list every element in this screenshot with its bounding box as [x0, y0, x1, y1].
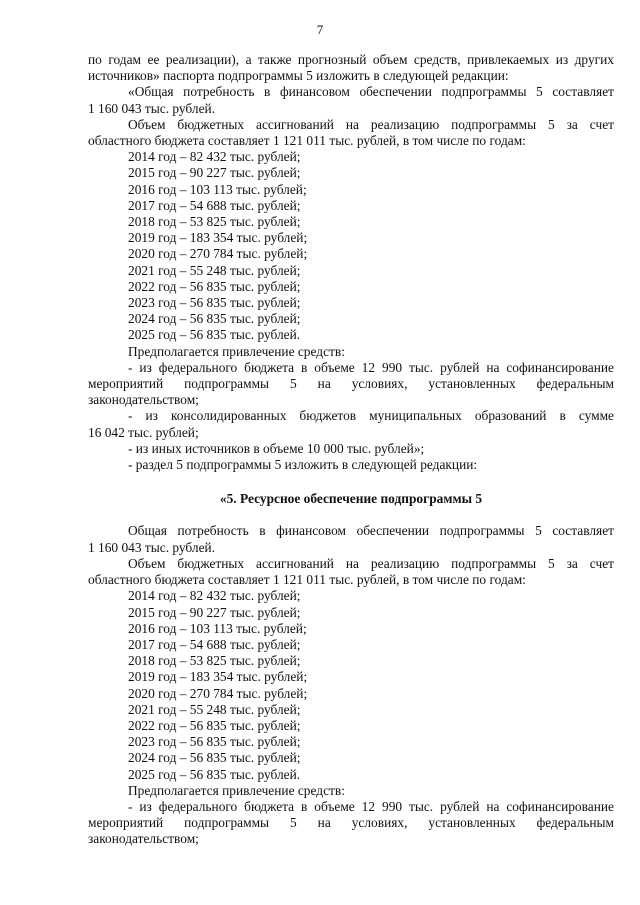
- year-item: 2022 год – 56 835 тыс. рублей;: [128, 278, 301, 294]
- year-item: 2024 год – 56 835 тыс. рублей;: [128, 311, 301, 327]
- block1-municipal-line-2: 16 042 тыс. рублей;: [88, 424, 199, 440]
- year-item: 2016 год – 103 113 тыс. рублей;: [128, 620, 307, 636]
- block2-total-line-2: 1 160 043 тыс. рублей.: [88, 539, 216, 555]
- year-item: 2019 год – 183 354 тыс. рублей;: [128, 669, 308, 685]
- document-body: [88, 52, 614, 848]
- block1-federal-line-1: - из федерального бюджета в объеме 12 990 тыс. рублей на софинансирование: [128, 359, 614, 375]
- year-item: 2022 год – 56 835 тыс. рублей;: [128, 717, 301, 733]
- block2-assign-line-1: Объем бюджетных ассигнований на реализацию подпрограммы 5 за счет: [128, 555, 614, 571]
- block1-total-line-2: 1 160 043 тыс. рублей.: [88, 100, 216, 116]
- year-item: 2015 год – 90 227 тыс. рублей;: [128, 165, 301, 181]
- year-item: 2024 год – 56 835 тыс. рублей;: [128, 750, 301, 766]
- intro-line-2: источников» паспорта подпрограммы 5 изложить в следующей редакции:: [88, 68, 509, 84]
- year-item: 2021 год – 55 248 тыс. рублей;: [128, 701, 301, 717]
- block2-assign-line-2: областного бюджета составляет 1 121 011 тыс. рублей, в том числе по годам:: [88, 572, 526, 588]
- year-item: 2019 год – 183 354 тыс. рублей;: [128, 230, 308, 246]
- year-item: 2014 год – 82 432 тыс. рублей;: [128, 588, 301, 604]
- year-item: 2018 год – 53 825 тыс. рублей;: [128, 653, 301, 669]
- year-item: 2020 год – 270 784 тыс. рублей;: [128, 246, 308, 262]
- block2-federal-line-3: законодательством;: [88, 831, 199, 847]
- block1-attract: Предполагается привлечение средств:: [128, 343, 345, 359]
- year-item: 2015 год – 90 227 тыс. рублей;: [128, 604, 301, 620]
- block1-section-instruction: - раздел 5 подпрограммы 5 изложить в следующей редакции:: [128, 457, 478, 473]
- block1-total-line-1: «Общая потребность в финансовом обеспечении подпрограммы 5 составляет: [128, 84, 614, 100]
- intro-line-1: по годам ее реализации), а также прогнозный объем средств, привлекаемых из других: [88, 52, 614, 67]
- block1-other-sources: - из иных источников в объеме 10 000 тыс. рублей»;: [128, 440, 425, 456]
- block2-federal-line-1: - из федерального бюджета в объеме 12 990 тыс. рублей на софинансирование: [128, 798, 614, 814]
- block1-municipal-line-1: - из консолидированных бюджетов муниципальных образований в сумме: [128, 408, 614, 424]
- year-item: 2021 год – 55 248 тыс. рублей;: [128, 262, 301, 278]
- block2-total-line-1: Общая потребность в финансовом обеспечении подпрограммы 5 составляет: [128, 523, 614, 539]
- year-item: 2014 год – 82 432 тыс. рублей;: [128, 149, 301, 165]
- block2-year-list: [88, 588, 614, 782]
- year-item: 2017 год – 54 688 тыс. рублей;: [128, 197, 301, 213]
- year-item: 2020 год – 270 784 тыс. рублей;: [128, 685, 308, 701]
- year-item: 2025 год – 56 835 тыс. рублей.: [128, 766, 301, 782]
- block1-year-list: [88, 149, 614, 343]
- year-item: 2016 год – 103 113 тыс. рублей;: [128, 181, 307, 197]
- block1-federal-line-3: законодательством;: [88, 392, 199, 408]
- block2-federal-line-2: мероприятий подпрограммы 5 на условиях, установленных федеральным: [88, 815, 614, 831]
- year-item: 2023 год – 56 835 тыс. рублей;: [128, 734, 301, 750]
- block1-federal-line-2: мероприятий подпрограммы 5 на условиях, установленных федеральным: [88, 376, 614, 392]
- year-item: 2018 год – 53 825 тыс. рублей;: [128, 214, 301, 230]
- year-item: 2017 год – 54 688 тыс. рублей;: [128, 636, 301, 652]
- page-number: 7: [316, 22, 324, 37]
- block2-attract: Предполагается привлечение средств:: [128, 782, 345, 798]
- block1-assign-line-2: областного бюджета составляет 1 121 011 тыс. рублей, в том числе по годам:: [88, 133, 526, 149]
- year-item: 2023 год – 56 835 тыс. рублей;: [128, 295, 301, 311]
- year-item: 2025 год – 56 835 тыс. рублей.: [128, 327, 301, 343]
- block1-assign-line-1: Объем бюджетных ассигнований на реализацию подпрограммы 5 за счет: [128, 116, 614, 132]
- section-heading: «5. Ресурсное обеспечение подпрограммы 5: [219, 491, 483, 507]
